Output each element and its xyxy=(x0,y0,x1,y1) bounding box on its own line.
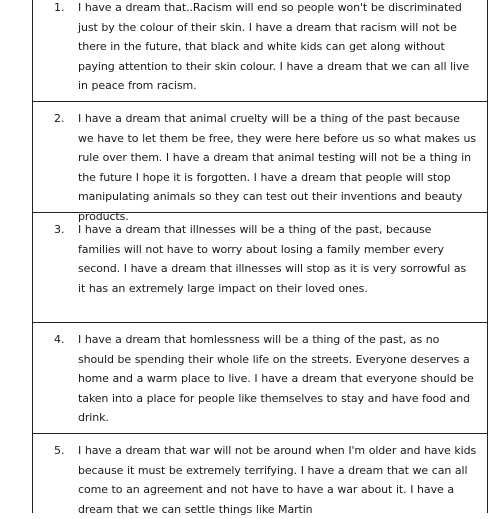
entry-text: I have a dream that homlessness will be a thing of the past, as no should be spending their whole life on the streets. Everyone deserves a home and a warm place to live. I have a dream that everyone should be taken into a place for people like themselves to stay and have food and drink. xyxy=(78,333,474,425)
dream-entry-4 xyxy=(33,322,487,433)
entry-number: 1. xyxy=(54,1,65,14)
entry-text: I have a dream that..Racism will end so people won't be discriminated just by the colour of their skin. I have a dream that racism will not be there in the future, that black and white kids can get along without paying attention to their skin colour. I have a dream that we can all live in peace from racism. xyxy=(78,1,470,93)
dream-entry-2 xyxy=(33,101,487,223)
entry-text: I have a dream that illnesses will be a thing of the past, because families will not have to worry about losing a family member every second. I have a dream that illnesses will stop as it is very sorrowful as it has an extremely large impact on their loved ones. xyxy=(78,223,467,295)
dream-statements-sheet xyxy=(32,0,488,516)
entry-number: 2. xyxy=(54,112,65,125)
entry-number: 4. xyxy=(54,333,65,346)
dream-entry-1 xyxy=(33,0,487,101)
dream-entry-3 xyxy=(33,212,487,322)
entry-number: 3. xyxy=(54,223,65,236)
entry-text: I have a dream that animal cruelty will be a thing of the past because we have to let them be free, they were here before us so what makes us rule over them. I have a dream that animal testing will not be a thing in the future I hope it is forgotten. I have a dream that people will stop manipulating animals so they can test out their inventions and beauty products. xyxy=(78,112,476,223)
dream-entry-5 xyxy=(33,433,487,516)
entry-number: 5. xyxy=(54,444,65,457)
entry-text: I have a dream that war will not be around when I'm older and have kids because it must be extremely terrifying. I have a dream that we can all come to an agreement and not have to have a war about it. I have a dream that we can settle things like Martin xyxy=(78,444,477,516)
